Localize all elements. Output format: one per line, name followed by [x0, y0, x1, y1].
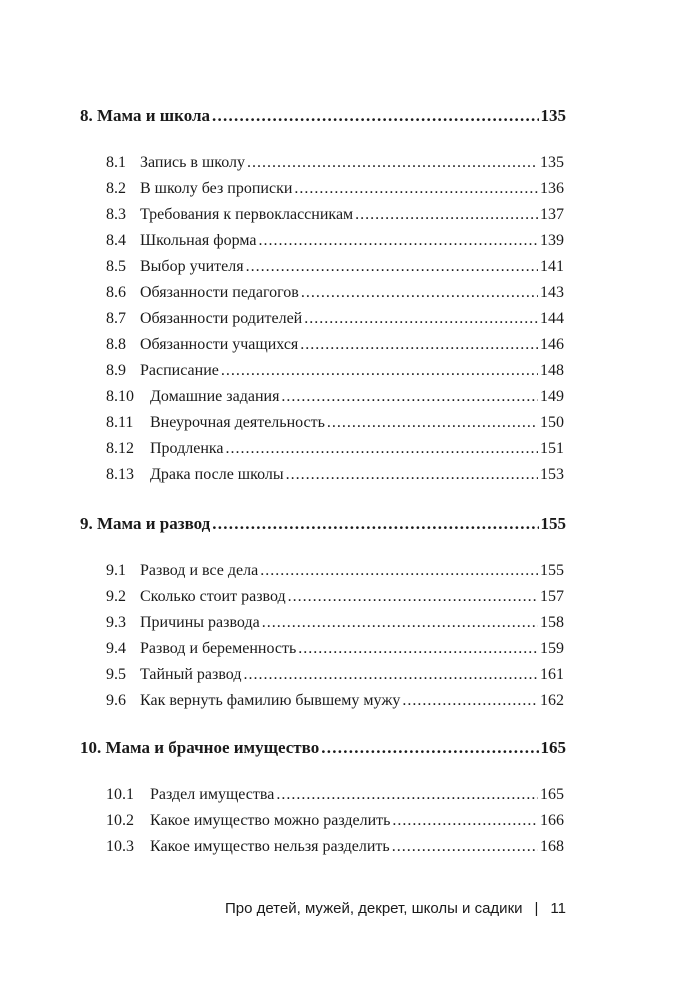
- chapter-heading: [80, 514, 566, 534]
- section-page: 151: [540, 440, 564, 457]
- toc-entry: [106, 232, 564, 250]
- dot-leader: [300, 336, 538, 354]
- section-page: 137: [540, 206, 564, 223]
- dot-leader: [247, 154, 538, 172]
- section-number: 10.2: [106, 812, 134, 829]
- section-page: 166: [540, 812, 564, 829]
- section-title: Как вернуть фамилию бывшему мужу: [140, 692, 401, 709]
- section-title: Какое имущество можно разделить: [150, 812, 391, 829]
- section-page: 148: [540, 362, 564, 379]
- toc-entry: [106, 336, 564, 354]
- page-footer: [0, 900, 566, 917]
- section-title: Обязанности родителей: [140, 310, 303, 327]
- section-number: 8.1: [106, 154, 126, 171]
- section-page: 157: [540, 588, 564, 605]
- section-page: 144: [540, 310, 564, 327]
- section-page: 155: [540, 562, 564, 579]
- dot-leader: [226, 440, 538, 458]
- toc-entry: [106, 414, 564, 432]
- dot-leader: [243, 666, 538, 684]
- dot-leader: [392, 812, 538, 830]
- toc-entry: [106, 206, 564, 224]
- dot-leader: [260, 562, 538, 580]
- section-page: 141: [540, 258, 564, 275]
- section-number: 8.12: [106, 440, 134, 457]
- chapter-title: Мама и школа: [97, 106, 211, 125]
- dot-leader: [298, 640, 538, 658]
- section-page: 153: [540, 466, 564, 483]
- section-number: 9.2: [106, 588, 126, 605]
- toc-entry: [106, 666, 564, 684]
- dot-leader: [258, 232, 538, 250]
- chapter-number: 9.: [80, 514, 93, 533]
- section-title: Выбор учителя: [140, 258, 244, 275]
- dot-leader: [262, 614, 538, 632]
- dot-leader: [392, 838, 538, 856]
- section-number: 10.3: [106, 838, 134, 855]
- toc-entry: [106, 362, 564, 380]
- section-page: 161: [540, 666, 564, 683]
- toc-entry: [106, 440, 564, 458]
- section-page: 149: [540, 388, 564, 405]
- section-number: 9.3: [106, 614, 126, 631]
- section-number: 8.6: [106, 284, 126, 301]
- section-title: Внеурочная деятельность: [150, 414, 325, 431]
- dot-leader: [327, 414, 538, 432]
- toc-entry: [106, 838, 564, 856]
- section-number: 8.4: [106, 232, 126, 249]
- dot-leader: [355, 206, 538, 224]
- section-title: Драка после школы: [150, 466, 284, 483]
- section-page: 135: [540, 154, 564, 171]
- chapter-page: 135: [540, 106, 566, 125]
- toc-entry: [106, 180, 564, 198]
- section-number: 10.1: [106, 786, 134, 803]
- section-number: 8.2: [106, 180, 126, 197]
- section-number: 8.5: [106, 258, 126, 275]
- toc-entry: [106, 812, 564, 830]
- section-page: 159: [540, 640, 564, 657]
- page-number: 11: [550, 900, 566, 917]
- section-title: Домашние задания: [150, 388, 280, 405]
- section-page: 136: [540, 180, 564, 197]
- section-title: Сколько стоит развод: [140, 588, 286, 605]
- section-title: Причины развода: [140, 614, 260, 631]
- section-page: 168: [540, 838, 564, 855]
- dot-leader: [286, 466, 538, 484]
- chapter-page: 155: [540, 514, 566, 533]
- chapter-number: 10.: [80, 738, 102, 757]
- section-page: 165: [540, 786, 564, 803]
- toc-entry: [106, 588, 564, 606]
- section-title: Развод и все дела: [140, 562, 259, 579]
- section-title: Запись в школу: [140, 154, 246, 171]
- section-title: Тайный развод: [140, 666, 242, 683]
- chapter-title: Мама и брачное имущество: [105, 738, 320, 757]
- section-number: 8.13: [106, 466, 134, 483]
- toc-entry: [106, 640, 564, 658]
- section-number: 9.1: [106, 562, 126, 579]
- book-title: Про детей, мужей, декрет, школы и садики: [224, 900, 523, 917]
- dot-leader: [288, 588, 538, 606]
- section-number: 8.7: [106, 310, 126, 327]
- chapter-title: Мама и развод: [97, 514, 211, 533]
- toc-entry: [106, 388, 564, 406]
- section-number: 9.4: [106, 640, 126, 657]
- toc-entry: [106, 614, 564, 632]
- section-title: Обязанности учащихся: [140, 336, 299, 353]
- chapter-heading: [80, 738, 566, 758]
- section-page: 143: [540, 284, 564, 301]
- section-title: Школьная форма: [140, 232, 257, 249]
- toc-entry: [106, 258, 564, 276]
- toc-entry: [106, 284, 564, 302]
- section-title: Требования к первоклассникам: [140, 206, 354, 223]
- section-number: 8.9: [106, 362, 126, 379]
- section-title: Обязанности педагогов: [140, 284, 299, 301]
- section-number: 8.11: [106, 414, 134, 431]
- section-number: 8.8: [106, 336, 126, 353]
- section-page: 158: [540, 614, 564, 631]
- section-title: В школу без прописки: [140, 180, 293, 197]
- section-number: 8.3: [106, 206, 126, 223]
- dot-leader: [212, 106, 538, 126]
- chapter-number: 8.: [80, 106, 93, 125]
- footer-separator: |: [534, 900, 539, 917]
- toc-entry: [106, 562, 564, 580]
- dot-leader: [304, 310, 538, 328]
- section-number: 8.10: [106, 388, 134, 405]
- toc-entry: [106, 154, 564, 172]
- dot-leader: [276, 786, 538, 804]
- chapter-page: 165: [540, 738, 566, 757]
- chapter-heading: [80, 106, 566, 126]
- section-page: 139: [540, 232, 564, 249]
- section-number: 9.5: [106, 666, 126, 683]
- toc-entry: [106, 310, 564, 328]
- dot-leader: [321, 738, 538, 758]
- dot-leader: [301, 284, 538, 302]
- section-page: 162: [540, 692, 564, 709]
- section-title: Раздел имущества: [150, 786, 275, 803]
- dot-leader: [212, 514, 538, 534]
- dot-leader: [246, 258, 538, 276]
- dot-leader: [221, 362, 538, 380]
- toc-entry: [106, 466, 564, 484]
- section-title: Развод и беременность: [140, 640, 297, 657]
- dot-leader: [281, 388, 538, 406]
- section-title: Какое имущество нельзя разделить: [150, 838, 390, 855]
- section-page: 146: [540, 336, 564, 353]
- dot-leader: [402, 692, 538, 710]
- dot-leader: [294, 180, 538, 198]
- section-title: Продленка: [150, 440, 224, 457]
- section-number: 9.6: [106, 692, 126, 709]
- toc-entry: [106, 786, 564, 804]
- section-page: 150: [540, 414, 564, 431]
- section-title: Расписание: [140, 362, 219, 379]
- toc-entry: [106, 692, 564, 710]
